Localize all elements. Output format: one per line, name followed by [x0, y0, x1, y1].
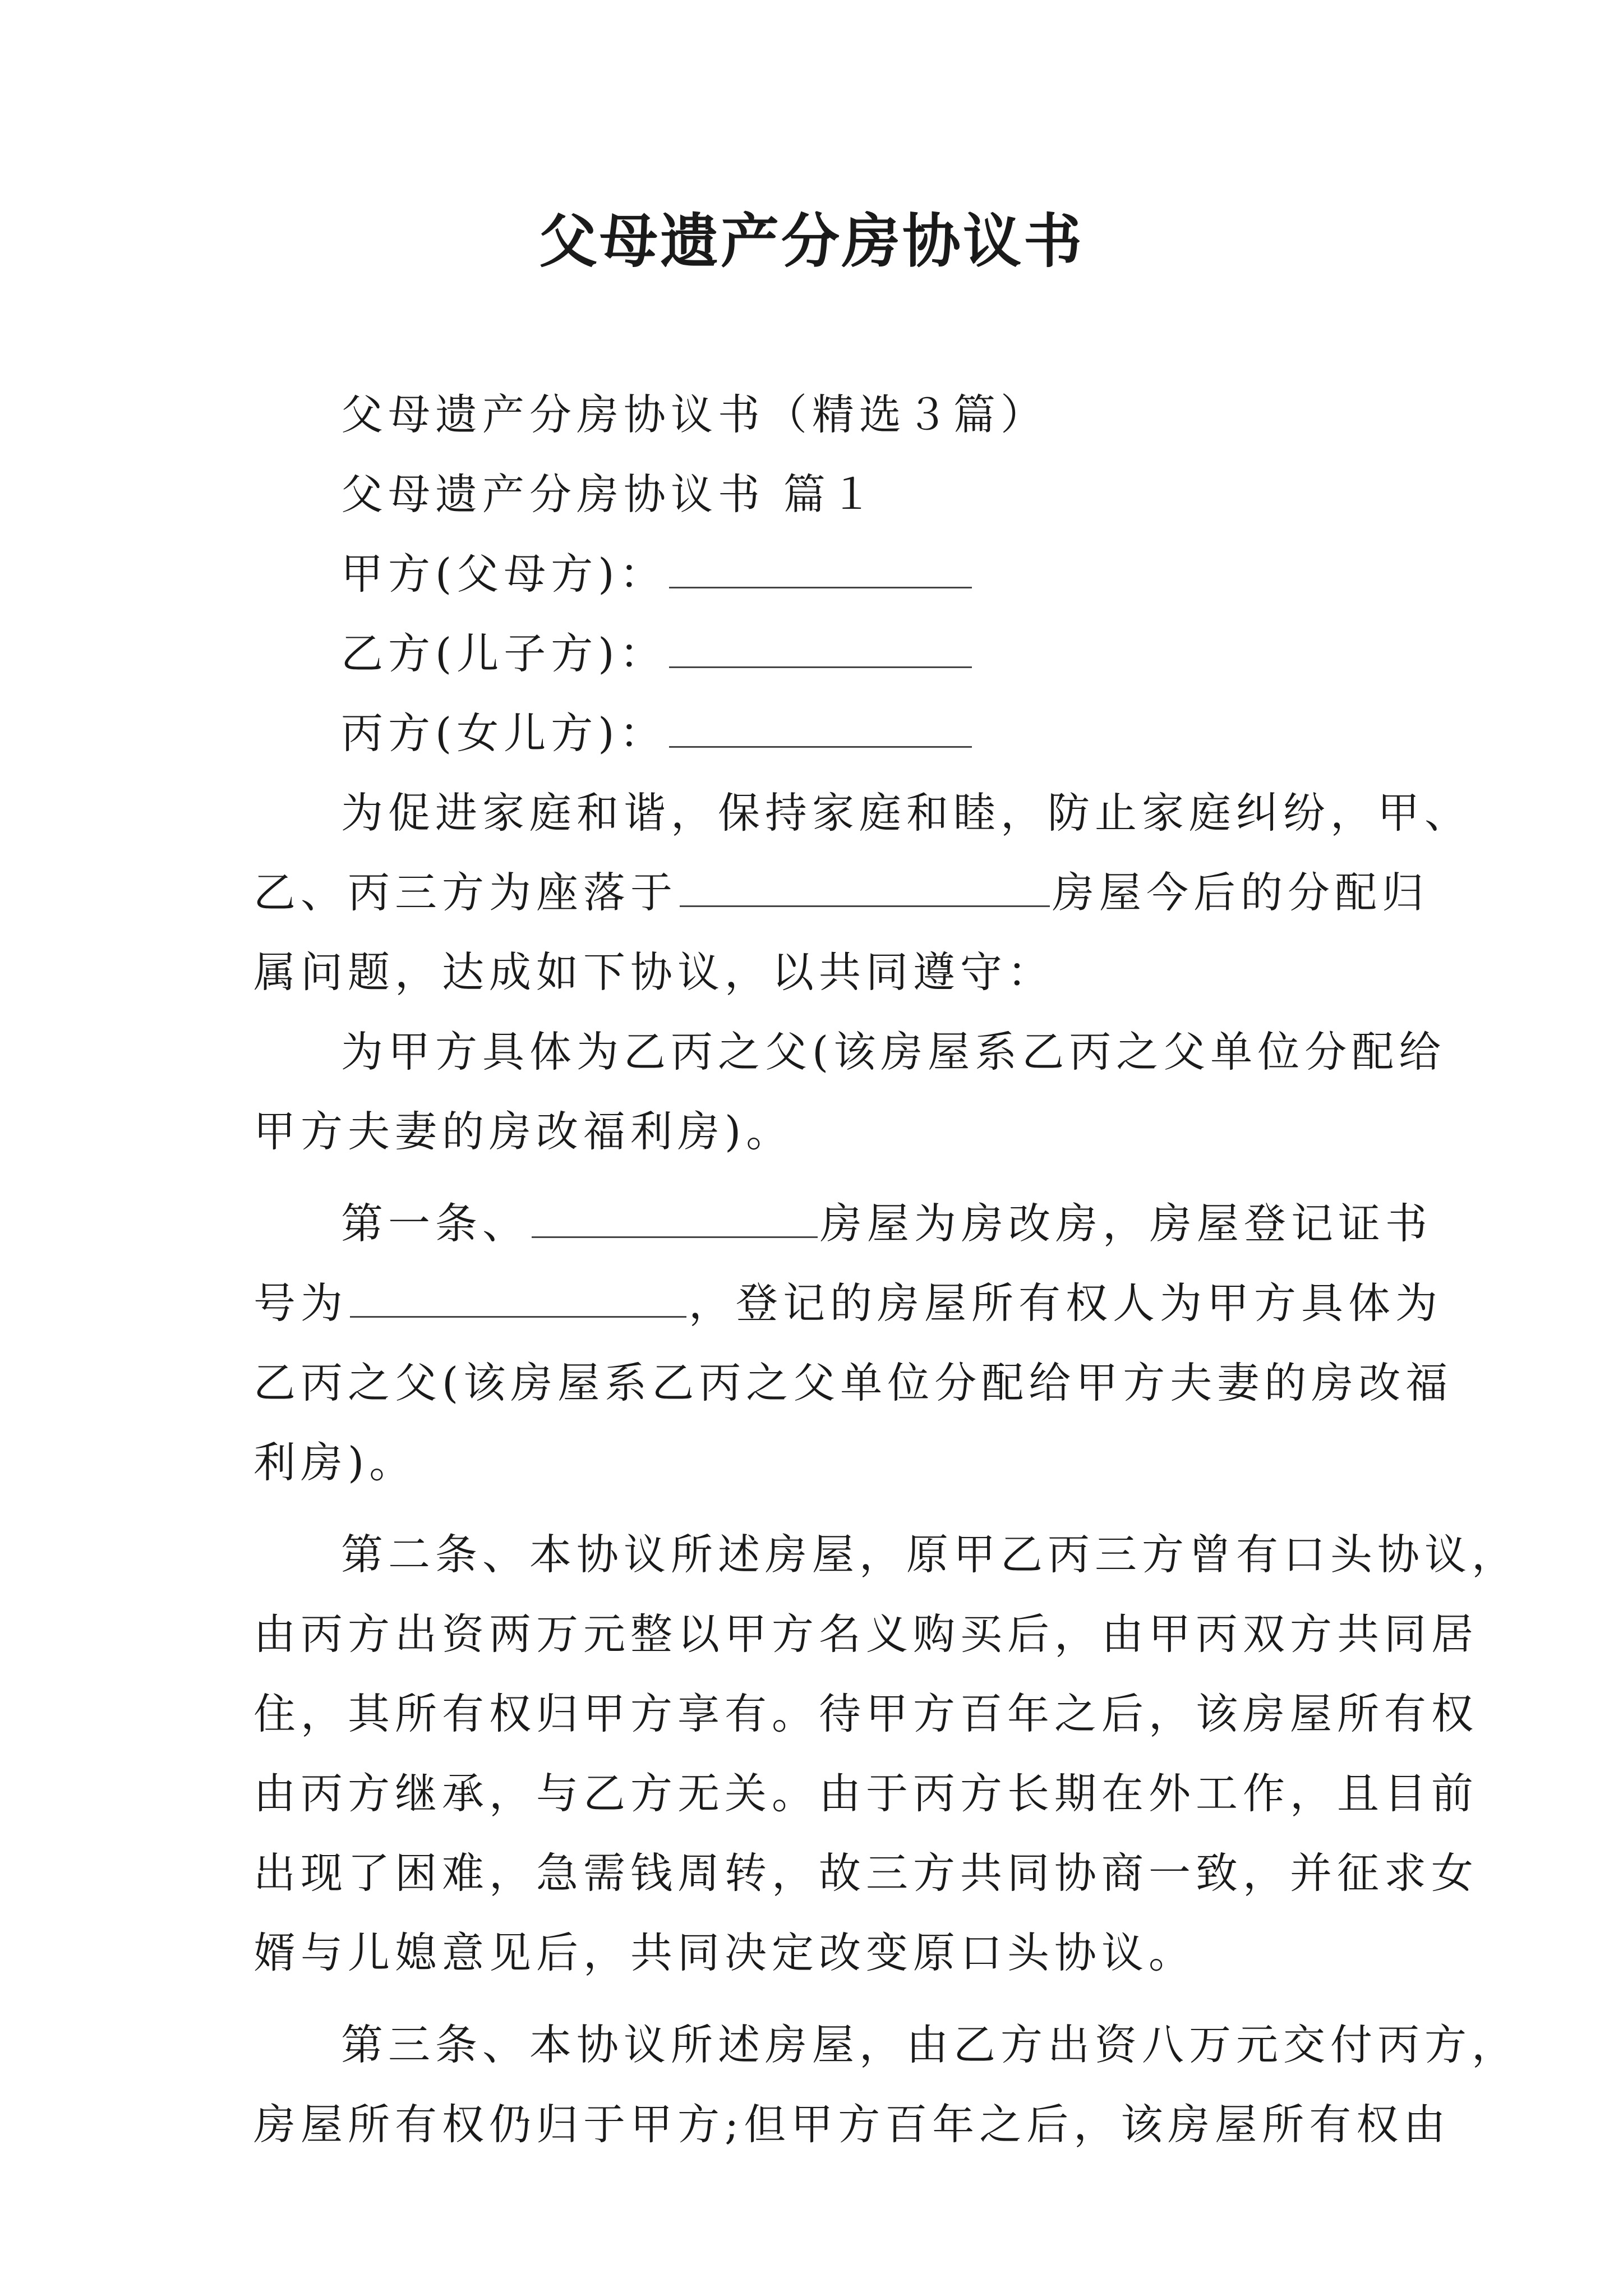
article-3-paragraph	[253, 2005, 1519, 2164]
note-line: 甲方夫妻的房改福利房)。	[253, 1107, 794, 1156]
article-1-paragraph	[253, 1184, 1453, 1502]
article-2-line: 婿与儿媳意见后，共同决定改变原口头协议。	[253, 1928, 1196, 1977]
party-b-label: 乙方(儿子方)：	[341, 629, 667, 678]
note-line: 为甲方具体为乙丙之父(该房屋系乙丙之父单位分配给	[341, 1027, 1446, 1076]
article-1-line	[253, 1263, 1443, 1343]
intro-text: 乙、丙三方为座落于	[253, 868, 678, 917]
party-c-line	[253, 693, 1395, 773]
article-2-line: 由丙方继承，与乙方无关。由于丙方长期在外工作，且目前	[253, 1769, 1479, 1818]
article-2-line: 由丙方出资两万元整以甲方名义购买后，由甲丙双方共同居	[253, 1609, 1479, 1659]
article-2-line: 出现了困难，急需钱周转，故三方共同协商一致，并征求女	[253, 1848, 1479, 1898]
article-1-text: ，登记的房屋所有权人为甲方具体为	[689, 1278, 1443, 1328]
party-a-line	[253, 534, 1395, 614]
intro-paragraph	[253, 773, 1472, 1012]
intro-line: 属问题，达成如下协议，以共同遵守：	[253, 947, 1055, 997]
intro-text: 房屋今后的分配归	[1052, 868, 1430, 917]
article-1-text: 号为	[253, 1278, 348, 1328]
article-1-line: 利房)。	[253, 1438, 417, 1487]
article-2-line: 住，其所有权归甲方享有。待甲方百年之后，该房屋所有权	[253, 1689, 1479, 1738]
article-1-line: 乙丙之父(该房屋系乙丙之父单位分配给甲方夫妻的房改福	[253, 1358, 1453, 1407]
certificate-number-blank[interactable]	[350, 1278, 686, 1318]
intro-line: 为促进家庭和谐，保持家庭和睦，防止家庭纠纷，甲、	[341, 788, 1472, 838]
note-paragraph	[253, 1012, 1446, 1171]
section-heading: 父母遗产分房协议书 篇１	[341, 470, 878, 519]
party-b-blank[interactable]	[669, 628, 972, 668]
party-b-line	[253, 614, 1395, 693]
article-1-text: 第一条、	[341, 1199, 530, 1248]
article-1-text: 房屋为房改房，房屋登记证书	[820, 1199, 1433, 1248]
property-blank[interactable]	[532, 1198, 818, 1238]
intro-line	[253, 853, 1430, 932]
document-body	[253, 375, 1519, 2164]
article-1-line	[253, 1184, 1433, 1263]
article-2-paragraph	[253, 1515, 1519, 1993]
party-c-blank[interactable]	[669, 708, 972, 748]
address-blank[interactable]	[680, 867, 1050, 907]
article-3-line: 第三条、本协议所述房屋，由乙方出资八万元交付丙方，	[341, 2020, 1519, 2069]
document-title: 父母遗产分房协议书	[538, 206, 1084, 275]
party-c-label: 丙方(女儿方)：	[341, 708, 667, 758]
article-2-line: 第二条、本协议所述房屋，原甲乙丙三方曾有口头协议，	[341, 1530, 1519, 1579]
party-a-blank[interactable]	[669, 549, 972, 588]
party-a-label: 甲方(父母方)：	[341, 549, 667, 599]
article-3-line: 房屋所有权仍归于甲方;但甲方百年之后，该房屋所有权由	[253, 2100, 1451, 2149]
subtitle: 父母遗产分房协议书（精选３篇）	[341, 390, 1048, 439]
